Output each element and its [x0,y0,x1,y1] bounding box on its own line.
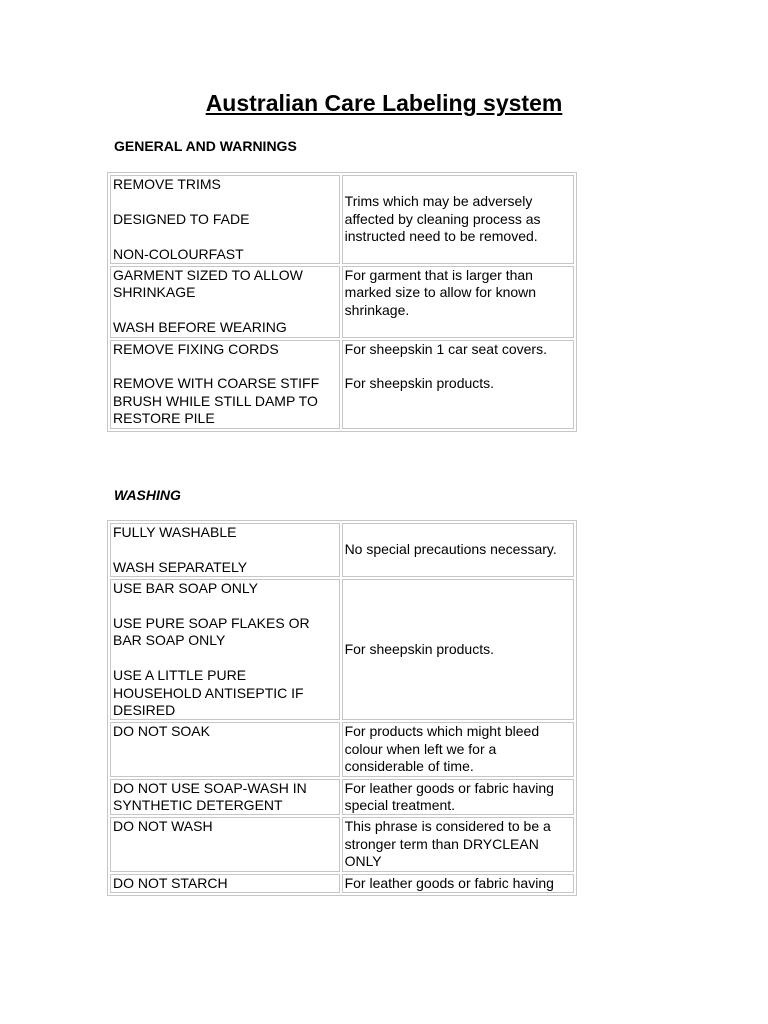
care-instruction: REMOVE FIXING CORDS [113,340,279,357]
care-description-cell [342,579,574,720]
table-row [110,579,574,720]
care-description: For sheepskin 1 car seat covers. [344,340,547,357]
care-description: For sheepskin products. [344,375,495,392]
care-instruction: REMOVE WITH COARSE STIFF BRUSH WHILE STILL DAMP TO RESTORE PILE [113,375,320,427]
care-description: No special precautions necessary. [344,541,557,558]
care-description-cell [342,340,574,429]
section-heading-general: GENERAL AND WARNINGS [114,138,297,154]
care-instruction-cell [110,340,340,429]
care-instruction: USE BAR SOAP ONLY [113,580,258,597]
table-row [110,722,574,776]
care-instruction: USE PURE SOAP FLAKES OR BAR SOAP ONLY [113,615,310,649]
general-warnings-table [107,172,577,432]
washing-table [107,520,577,896]
care-description-cell [342,722,574,776]
table-row [110,266,574,338]
care-instruction: DO NOT SOAK [113,723,210,740]
care-instruction-cell [110,579,340,720]
care-instruction: WASH BEFORE WEARING [113,319,287,336]
table-row [110,523,574,577]
care-description-cell [342,817,574,871]
table-row [110,817,574,871]
table-row [110,874,574,893]
care-description: For garment that is larger than marked size to allow for known shrinkage. [344,267,537,318]
care-description: This phrase is considered to be a stronger term than DRYCLEAN ONLY [344,818,551,870]
care-instruction: DO NOT WASH [113,818,213,835]
care-instruction-cell [110,817,340,871]
care-instruction-cell [110,523,340,577]
care-instruction: WASH SEPARATELY [113,558,248,575]
table-row [110,340,574,429]
care-description: For products which might bleed colour when left we for a considerable of time. [344,723,540,775]
care-instruction: GARMENT SIZED TO ALLOW SHRINKAGE [113,267,303,301]
care-description-cell [342,874,574,893]
table-row [110,779,574,816]
care-instruction-cell [110,779,340,816]
care-instruction: DO NOT USE SOAP-WASH IN SYNTHETIC DETERGENT [113,779,307,814]
care-instruction: REMOVE TRIMS [113,176,221,192]
table-row [110,175,574,264]
care-instruction: DESIGNED TO FADE [113,210,250,227]
page-title: Australian Care Labeling system [205,90,563,116]
care-instruction-cell [110,266,340,338]
care-description: For leather goods or fabric having special treatment. [344,779,554,814]
care-description: Trims which may be adversely affected by cleaning process as instructed need to be removed. [344,193,541,245]
care-instruction: NON-COLOURFAST [113,245,244,262]
care-instruction: USE A LITTLE PURE HOUSEHOLD ANTISEPTIC IF DESIRED [113,667,304,719]
care-description-cell [342,779,574,816]
care-instruction-cell [110,175,340,264]
care-instruction: DO NOT STARCH [113,874,228,891]
care-description-cell [342,523,574,577]
care-description-cell [342,266,574,338]
care-instruction-cell [110,874,340,893]
care-description: For leather goods or fabric having [344,874,554,891]
section-heading-washing: WASHING [114,487,181,503]
care-instruction-cell [110,722,340,776]
care-description: For sheepskin products. [344,641,494,658]
care-description-cell [342,175,574,264]
care-instruction: FULLY WASHABLE [113,524,237,540]
